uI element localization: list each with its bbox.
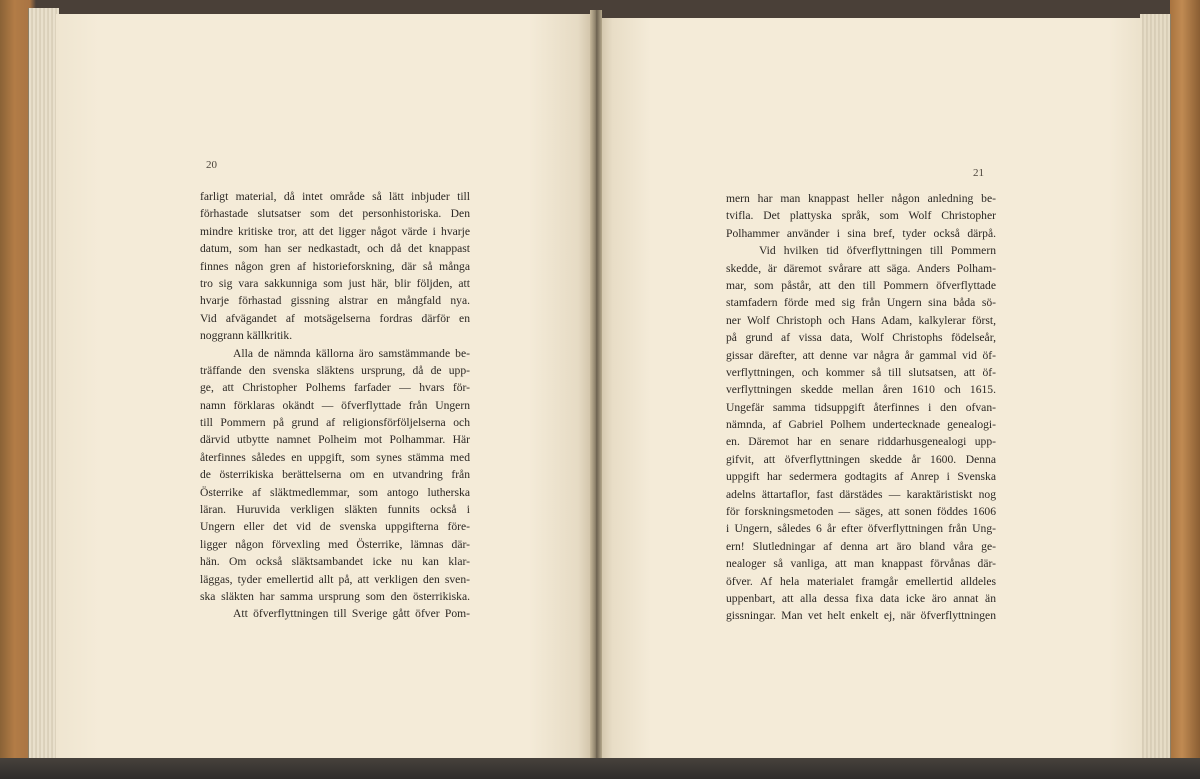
text-line: gissningar. Man vet helt enkelt ej, när öfverflyttningen [726, 609, 996, 623]
text-line: förhastade slutsatser som det personhistoriska. Den [200, 207, 470, 221]
text-line: på grund af vissa data, Wolf Christophs födelseår, [726, 331, 996, 345]
text-line: gifvit, att öfverflyttningen skedde år 1600. Denna [726, 452, 996, 466]
left-page-text [200, 188, 470, 623]
text-line: namn förklaras okändt — öfverflyttade från Ungern [200, 398, 470, 412]
text-line: finnes någon gren af historieforskning, där så många [200, 259, 470, 273]
text-line: mern har man knappast heller någon anledning be- [726, 192, 996, 205]
text-line: tvifla. Det plattyska språk, som Wolf Christopher [726, 209, 996, 223]
text-line: nealoger så vanliga, att man knappast förvånas där- [726, 557, 996, 571]
text-line: Österrike af släktmedlemmar, som antogo lutherska [200, 485, 470, 499]
text-line: därvid utbytte namnet Polheim mot Polhammar. Här [200, 433, 470, 447]
right-page [596, 18, 1142, 758]
text-line: en. Däremot har en senare riddarhusgenealogi upp- [726, 435, 996, 449]
text-line: noggrann källkritik. [200, 329, 293, 343]
page-number-right: 21 [973, 167, 984, 179]
text-line: Ungefär samma tidsuppgift återfinnes i den ofvan- [726, 400, 996, 414]
text-line: Polhammer använder i sina bref, tyder också därpå. [726, 226, 996, 240]
text-line: verflyttningen skedde mellan åren 1610 och 1615. [726, 383, 996, 397]
page-edges-left [28, 8, 59, 760]
text-line: Vid hvilken tid öfverflyttningen till Pommern [759, 244, 996, 258]
page-number-left: 20 [206, 159, 217, 171]
text-line: ska släkten har samma ursprung som den österrikiska. [200, 589, 470, 603]
text-line: Att öfverflyttningen till Sverige gått öfver Pom- [233, 607, 470, 621]
text-line: Ungern eller det vid de svenska uppgifterna före- [200, 520, 470, 534]
text-line: till Pommern på grund af religionsförföljelserna och [200, 416, 470, 430]
text-line: Vid afvägandet af motsägelserna fordras därför en [200, 311, 470, 325]
right-page-text [726, 190, 996, 625]
text-line: skedde, är däremot svårare att säga. Anders Polham- [726, 261, 996, 275]
scan-bottom-edge [0, 758, 1200, 779]
text-line: läggas, tyder emellertid allt på, att verkligen den sven- [200, 572, 470, 586]
text-line: återfinnes således en uppgift, som synes stämma med [200, 450, 470, 464]
text-line: hän. Om också släktsambandet icke nu kan klar- [200, 555, 470, 569]
text-line: mar, som påstår, att den till Pommern öfverflyttade [726, 278, 996, 292]
page-edges-right [1140, 14, 1171, 758]
text-line: datum, som han ser nedkastadt, och då det knappast [200, 242, 470, 256]
text-line: mindre kritiske tror, att det ligger något värde i hvarje [200, 224, 470, 238]
book-cover-right [1170, 0, 1200, 779]
text-line: adelns ättartaflor, fast därstädes — karaktäristiskt nog [726, 487, 996, 501]
text-line: läran. Huruvida verkligen släkten funnits också i [200, 503, 470, 517]
text-line: tro sig vara sakkunniga som just här, blir följden, att [200, 276, 470, 290]
left-page [56, 14, 594, 758]
text-line: i Ungern, således 6 år efter öfverflyttningen från Ung- [726, 522, 996, 536]
text-line: stamfadern förde med sig från Ungern sina båda sö- [726, 296, 996, 310]
text-line: gissar därefter, att denne var några år gammal vid öf- [726, 348, 996, 362]
text-line: hvarje förhastad gissning alstrar en mångfald nya. [200, 294, 470, 308]
text-line: de österrikiska berättelserna om en utvandring från [200, 468, 470, 482]
text-line: för forskningsmetoden — säges, att sonen föddes 1606 [726, 505, 996, 519]
text-line: träffande den svenska släktens ursprung, då de upp- [200, 363, 470, 377]
book-gutter [590, 10, 602, 760]
text-line: ligger någon förvexling med Österrike, lämnas där- [200, 537, 470, 551]
text-line: verflyttningen, och kommer så till slutsatsen, att öf- [726, 365, 996, 379]
text-line: uppenbart, att alla dessa fixa data icke äro annat än [726, 591, 996, 605]
text-line: öfver. Af hela materialet framgår emellertid alldeles [726, 574, 996, 588]
text-line: Alla de nämnda källorna äro samstämmande be- [233, 346, 470, 360]
text-line: nämnda, af Gabriel Polhem undertecknade genealogi- [726, 418, 996, 432]
text-line: ern! Slutledningar af denna art äro bland våra ge- [726, 539, 996, 553]
text-line: ge, att Christopher Polhems farfader — hvars för- [200, 381, 470, 395]
text-line: farligt material, då intet område så lätt inbjuder till [200, 190, 470, 203]
text-line: ner Wolf Christoph och Hans Adam, kalkylerar först, [726, 313, 996, 327]
text-line: uppgift har sedermera godtagits af Anrep i Svenska [726, 470, 996, 484]
